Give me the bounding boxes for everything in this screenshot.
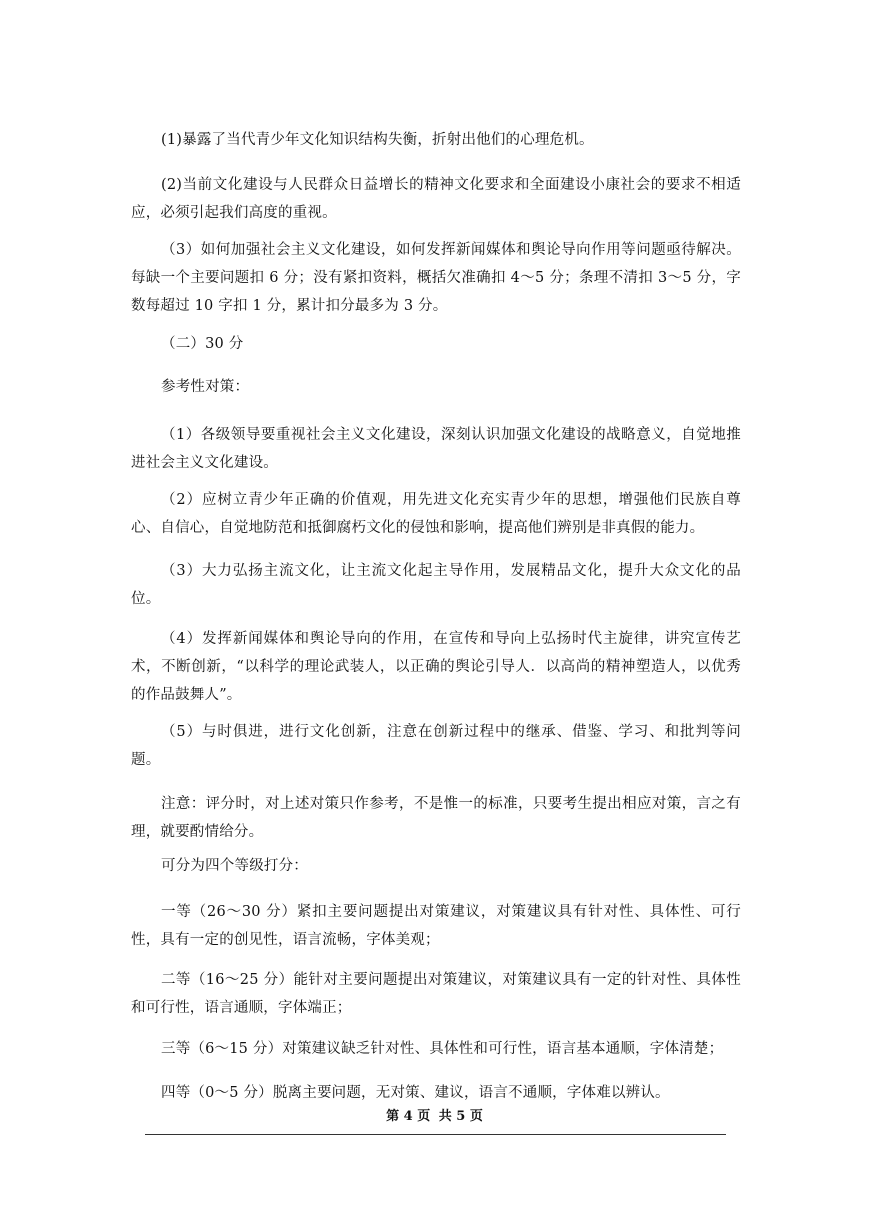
paragraph-grade-4: 四等（0～5 分）脱离主要问题，无对策、建议，语言不通顺，字体难以辨认。 xyxy=(161,1085,670,1101)
paragraph-measure-1: （1）各级领导要重视社会主义文化建设，深刻认识加强文化建设的战略意义，自觉地推进社会主义文化建设。 xyxy=(131,427,741,471)
paragraph-2: (2)当前文化建设与人民群众日益增长的精神文化要求和全面建设小康社会的要求不相适应，必须引起我们高度的重视。 xyxy=(131,177,741,221)
paragraph-3: （3）如何加强社会主义文化建设，如何发挥新闻媒体和舆论导向作用等问题亟待解决。每缺一个主要问题扣 6 分；没有紧扣资料，概括欠准确扣 4～5 分；条理不清扣 3～5 分，字数每超过 10 字扣 1 分，累计扣分最多为 3 分。 xyxy=(131,242,741,314)
section-heading: （二）30 分 xyxy=(161,336,244,352)
paragraph-1: (1)暴露了当代青少年文化知识结构失衡，折射出他们的心理危机。 xyxy=(161,132,594,148)
paragraph-measure-3: （3）大力弘扬主流文化，让主流文化起主导作用，发展精品文化，提升大众文化的品位。 xyxy=(131,563,741,607)
paragraph-grade-2: 二等（16～25 分）能针对主要问题提出对策建议，对策建议具有一定的针对性、具体性和可行性，语言通顺，字体端正； xyxy=(131,972,741,1016)
paragraph-grading-intro: 可分为四个等级打分： xyxy=(161,858,308,874)
footer-divider xyxy=(145,1134,726,1135)
paragraph-measure-5: （5）与时俱进，进行文化创新，注意在创新过程中的继承、借鉴、学习、和批判等问题。 xyxy=(131,724,741,768)
paragraph-grade-3: 三等（6～15 分）对策建议缺乏针对性、具体性和可行性，语言基本通顺，字体清楚； xyxy=(161,1041,724,1057)
paragraph-grade-1: 一等（26～30 分）紧扣主要问题提出对策建议，对策建议具有针对性、具体性、可行性，具有一定的创见性，语言流畅，字体美观； xyxy=(131,904,741,948)
paragraph-reference-title: 参考性对策： xyxy=(161,379,250,395)
paragraph-note: 注意：评分时，对上述对策只作参考，不是惟一的标准，只要考生提出相应对策，言之有理，就要酌情给分。 xyxy=(131,796,741,840)
paragraph-measure-4: （4）发挥新闻媒体和舆论导向的作用，在宣传和导向上弘扬时代主旋律，讲究宣传艺术，不断创新，“以科学的理论武装人，以正确的舆论引导人．以高尚的精神塑造人，以优秀的作品鼓舞人”。 xyxy=(131,631,741,703)
paragraph-measure-2: （2）应树立青少年正确的价值观，用先进文化充实青少年的思想，增强他们民族自尊心、自信心，自觉地防范和抵御腐朽文化的侵蚀和影响，提高他们辨别是非真假的能力。 xyxy=(131,492,741,536)
page-total: 共 5 页 xyxy=(438,1109,483,1124)
page-footer xyxy=(0,1105,869,1124)
page-number: 第 4 页 xyxy=(386,1109,431,1124)
